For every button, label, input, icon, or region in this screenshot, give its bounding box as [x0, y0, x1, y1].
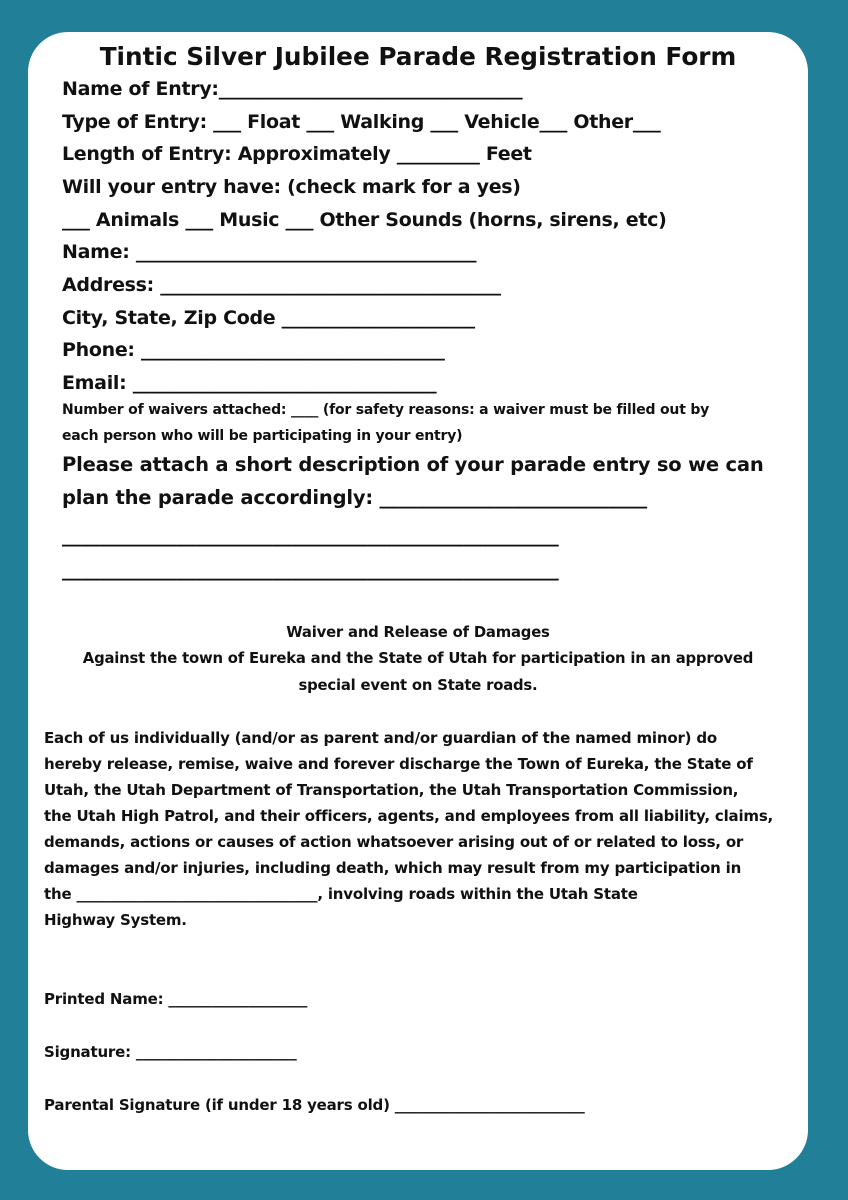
waiver-body-line: Highway System.: [44, 911, 187, 929]
waiver-body-line: Each of us individually (and/or as parent and/or guardian of the named minor) do: [44, 729, 717, 747]
will-have-label: Will your entry have: (check mark for a yes): [62, 176, 521, 198]
description-field[interactable]: plan the parade accordingly: ____________________________: [62, 486, 647, 509]
phone-field[interactable]: Phone: _________________________________: [62, 339, 445, 361]
entry-options-checks[interactable]: ___ Animals ___ Music ___ Other Sounds (horns, sirens, etc): [62, 209, 667, 231]
form-title: Tintic Silver Jubilee Parade Registration Form: [99, 42, 737, 71]
form-card: [28, 32, 808, 1170]
waivers-count-field[interactable]: Number of waivers attached: ____ (for safety reasons: a waiver must be filled out by: [62, 402, 710, 418]
name-of-entry-field[interactable]: Name of Entry:_________________________________: [62, 78, 523, 100]
waiver-event-field[interactable]: the _________________________________, involving roads within the Utah State: [44, 885, 638, 903]
waiver-body-line: hereby release, remise, waive and forever discharge the Town of Eureka, the State of: [44, 755, 753, 773]
waiver-subheading-2: special event on State roads.: [298, 677, 538, 694]
description-line-2[interactable]: ____________________________________________________: [62, 524, 559, 547]
waiver-heading: Waiver and Release of Damages: [286, 624, 550, 641]
email-field[interactable]: Email: _________________________________: [62, 372, 437, 394]
waivers-note: each person who will be participating in your entry): [62, 428, 463, 444]
type-of-entry-field[interactable]: Type of Entry: ___ Float ___ Walking ___ Vehicle___ Other___: [62, 111, 661, 133]
parental-signature-field[interactable]: Parental Signature (if under 18 years old) __________________________: [44, 1096, 585, 1114]
printed-name-field[interactable]: Printed Name: ___________________: [44, 990, 308, 1008]
address-field[interactable]: Address: _____________________________________: [62, 274, 501, 296]
waiver-body-line: demands, actions or causes of action whatsoever arising out of or related to loss, or: [44, 833, 744, 851]
waiver-body-line: Utah, the Utah Department of Transportation, the Utah Transportation Commission,: [44, 781, 739, 799]
description-line-3[interactable]: ____________________________________________________: [62, 558, 559, 581]
city-state-zip-field[interactable]: City, State, Zip Code _____________________: [62, 307, 475, 329]
name-field[interactable]: Name: _____________________________________: [62, 241, 477, 263]
waiver-subheading-1: Against the town of Eureka and the State of Utah for participation in an approved: [82, 650, 754, 667]
signature-field[interactable]: Signature: ______________________: [44, 1043, 297, 1061]
waiver-body-line: damages and/or injuries, including death, which may result from my participation in: [44, 859, 742, 877]
length-of-entry-field[interactable]: Length of Entry: Approximately _________ Feet: [62, 143, 532, 165]
waiver-body-line: the Utah High Patrol, and their officers, agents, and employees from all liability, claims,: [44, 807, 774, 825]
description-instruction: Please attach a short description of your parade entry so we can: [62, 453, 764, 476]
